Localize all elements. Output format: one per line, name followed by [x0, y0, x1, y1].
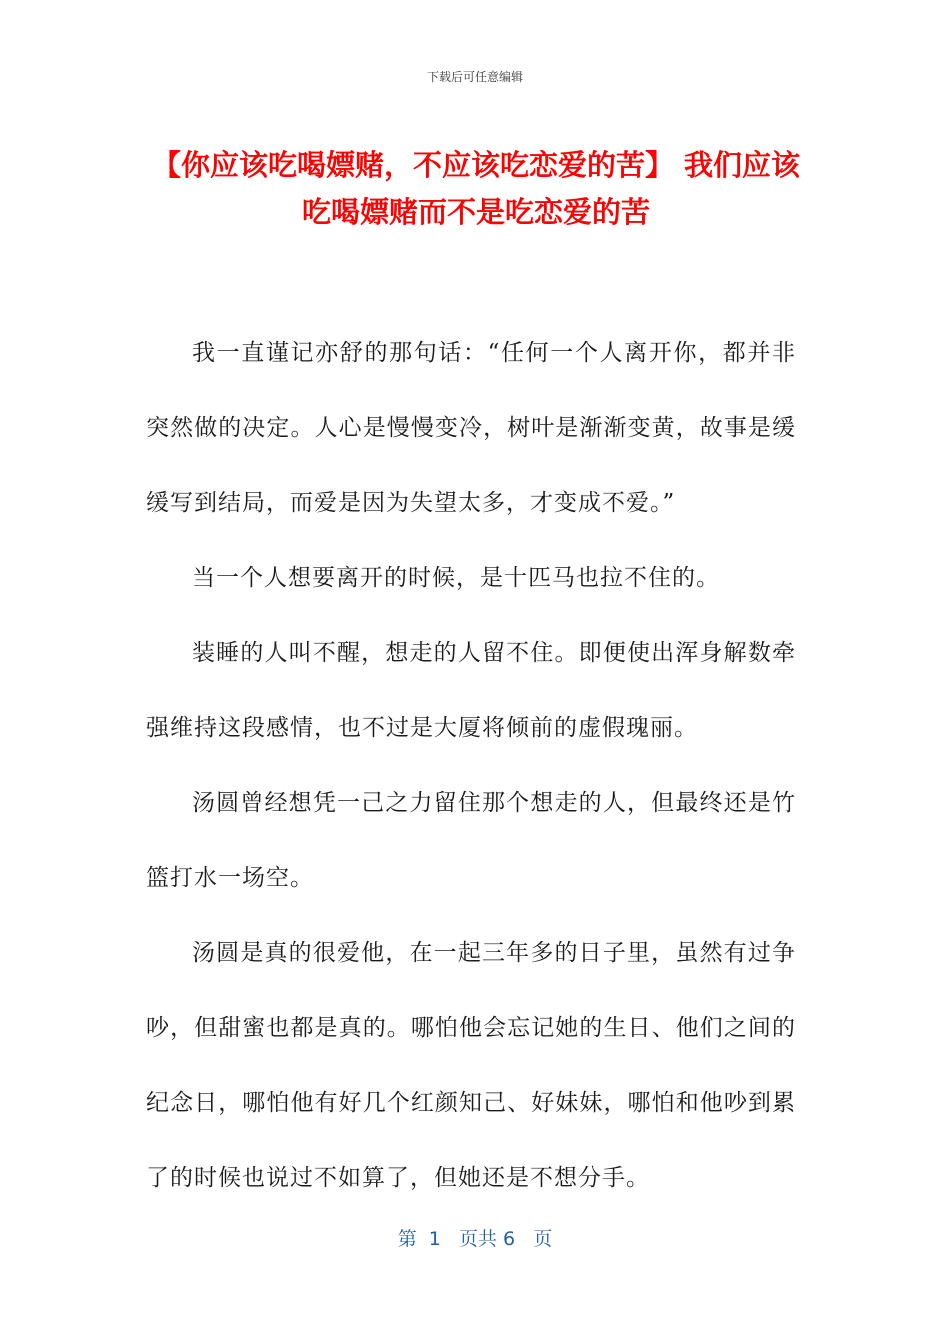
paragraph: 我一直谨记亦舒的那句话：“任何一个人离开你，都并非突然做的决定。人心是慢慢变冷，树叶是渐渐变黄，故事是缓缓写到结局，而爱是因为失望太多，才变成不爱。” — [146, 340, 796, 516]
paragraph: 汤圆曾经想凭一己之力留住那个想走的人，但最终还是竹篮打水一场空。 — [146, 790, 796, 891]
page-number-footer: 第 1 页共 6 页 — [397, 1228, 553, 1250]
document-body — [146, 316, 796, 1216]
paragraph: 汤圆是真的很爱他，在一起三年多的日子里，虽然有过争吵，但甜蜜也都是真的。哪怕他会忘记她的生日、他们之间的纪念日，哪怕他有好几个红颜知己、好妹妹，哪怕和他吵到累了的时候也说过不如算了，但她还是不想分手。 — [146, 940, 796, 1191]
paragraph: 当一个人想要离开的时候，是十匹马也拉不住的。 — [192, 565, 720, 591]
paragraph: 装睡的人叫不醒，想走的人留不住。即便使出浑身解数牵强维持这段感情，也不过是大厦将倾前的虚假瑰丽。 — [146, 640, 796, 741]
page-title: 【你应该吃喝嫖赌，不应该吃恋爱的苦】 我们应该吃喝嫖赌而不是吃恋爱的苦 — [151, 148, 801, 229]
header-note: 下载后可任意编辑 — [426, 70, 523, 84]
